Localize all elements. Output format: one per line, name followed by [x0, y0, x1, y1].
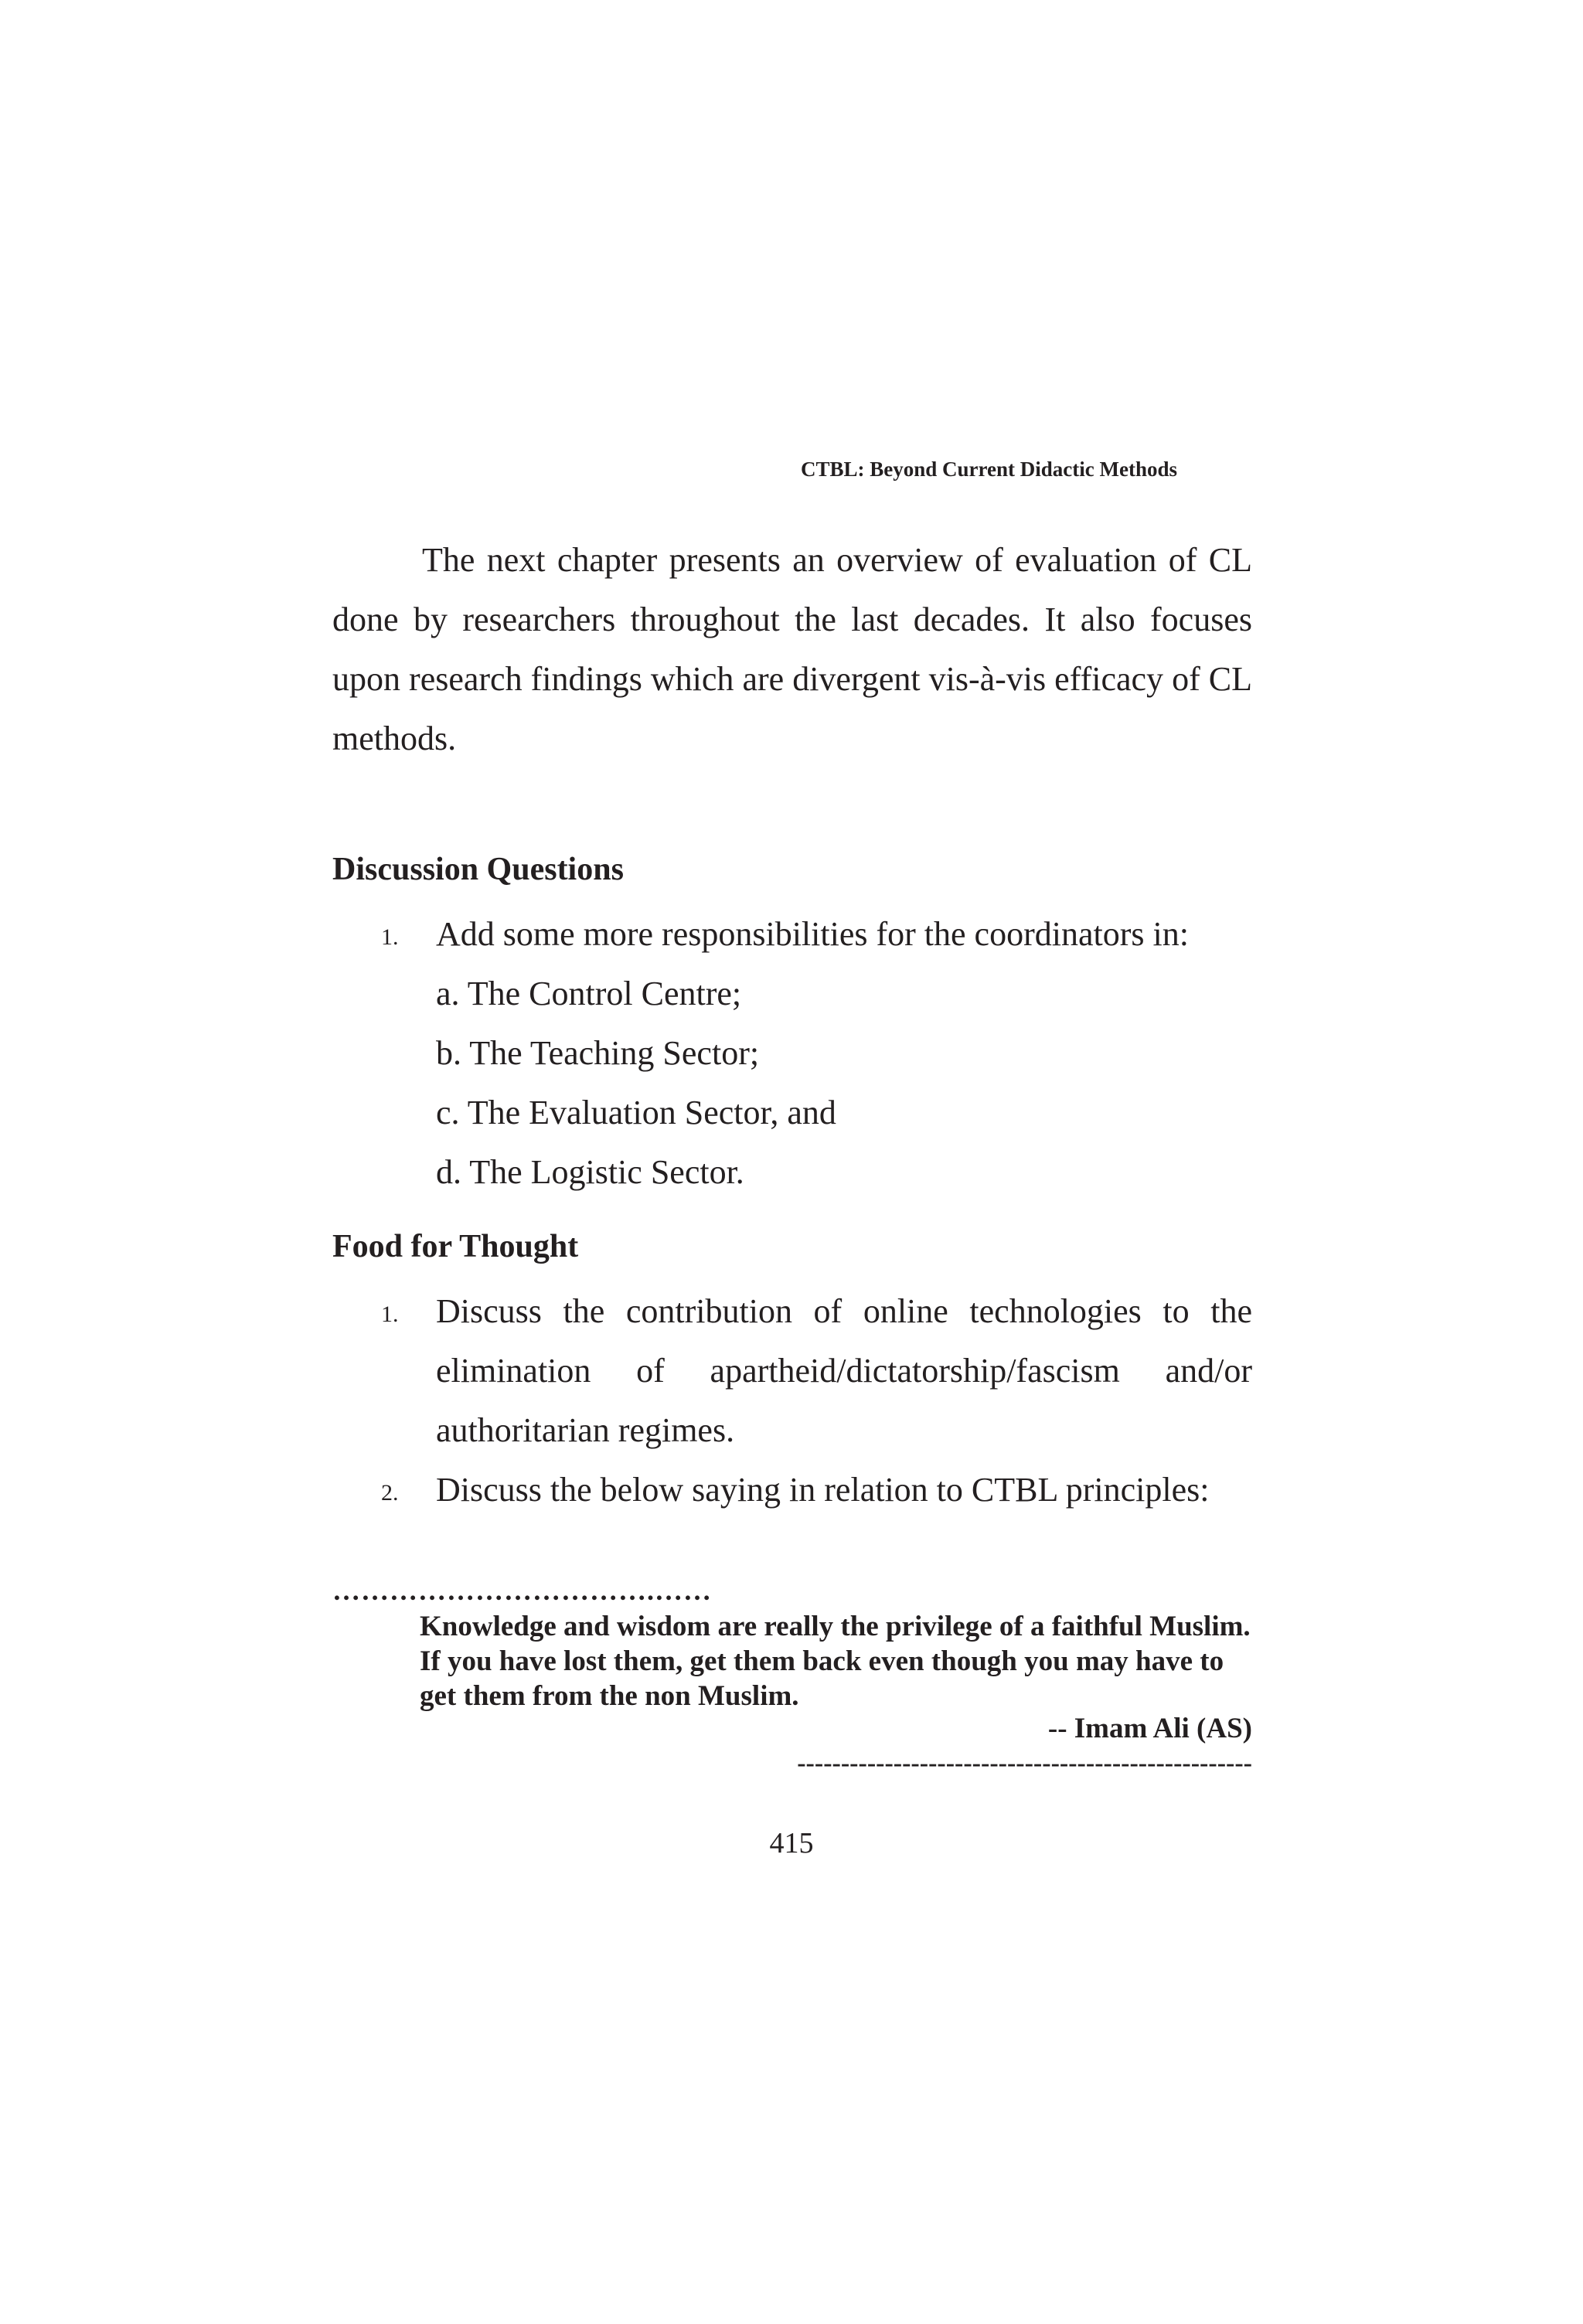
quote-dots-separator: …………………………….…… [332, 1575, 712, 1606]
list-item-text: Add some more responsibilities for the coordinators in: [436, 915, 1189, 953]
intro-paragraph: The next chapter presents an overview of evaluation of CL done by researchers throughout the last decades. It also focuses upon research findings which are divergent vis-à-vis efficacy of CL methods. [332, 541, 1252, 757]
list-item-number: 2. [381, 1480, 399, 1506]
food-for-thought-heading: Food for Thought [332, 1229, 579, 1264]
sublist-item: a. The Control Centre; [436, 975, 742, 1012]
list-item [332, 1460, 1252, 1519]
running-header: CTBL: Beyond Current Didactic Methods [801, 458, 1178, 481]
discussion-questions-heading: Discussion Questions [332, 852, 624, 887]
list-item-text: Discuss the contribution of online technologies to the elimination of apartheid/dictatorship/fascism and/or authoritarian regimes. [436, 1292, 1252, 1449]
sublist-item: b. The Teaching Sector; [436, 1034, 760, 1072]
list-item-text: Discuss the below saying in relation to CTBL principles: [436, 1471, 1210, 1509]
sublist-item: d. The Logistic Sector. [436, 1153, 744, 1191]
list-item [332, 904, 1252, 1202]
list-item-number: 1. [381, 1302, 399, 1327]
quote-attribution: -- Imam Ali (AS) [1047, 1713, 1252, 1744]
sublist [436, 964, 1252, 1202]
list-item-number: 1. [381, 924, 399, 950]
list-item [332, 1281, 1252, 1460]
page-number: 415 [769, 1827, 814, 1860]
food-for-thought-list [332, 1281, 1252, 1519]
quote-dash-separator: ---------------------------------------------------- [797, 1749, 1252, 1778]
discussion-questions-list [332, 904, 1252, 1202]
sublist-item: c. The Evaluation Sector, and [436, 1094, 836, 1131]
quote-text: Knowledge and wisdom are really the privilege of a faithful Muslim. If you have lost them, get them back even though you may have to get them from the non Muslim. [420, 1611, 1251, 1712]
